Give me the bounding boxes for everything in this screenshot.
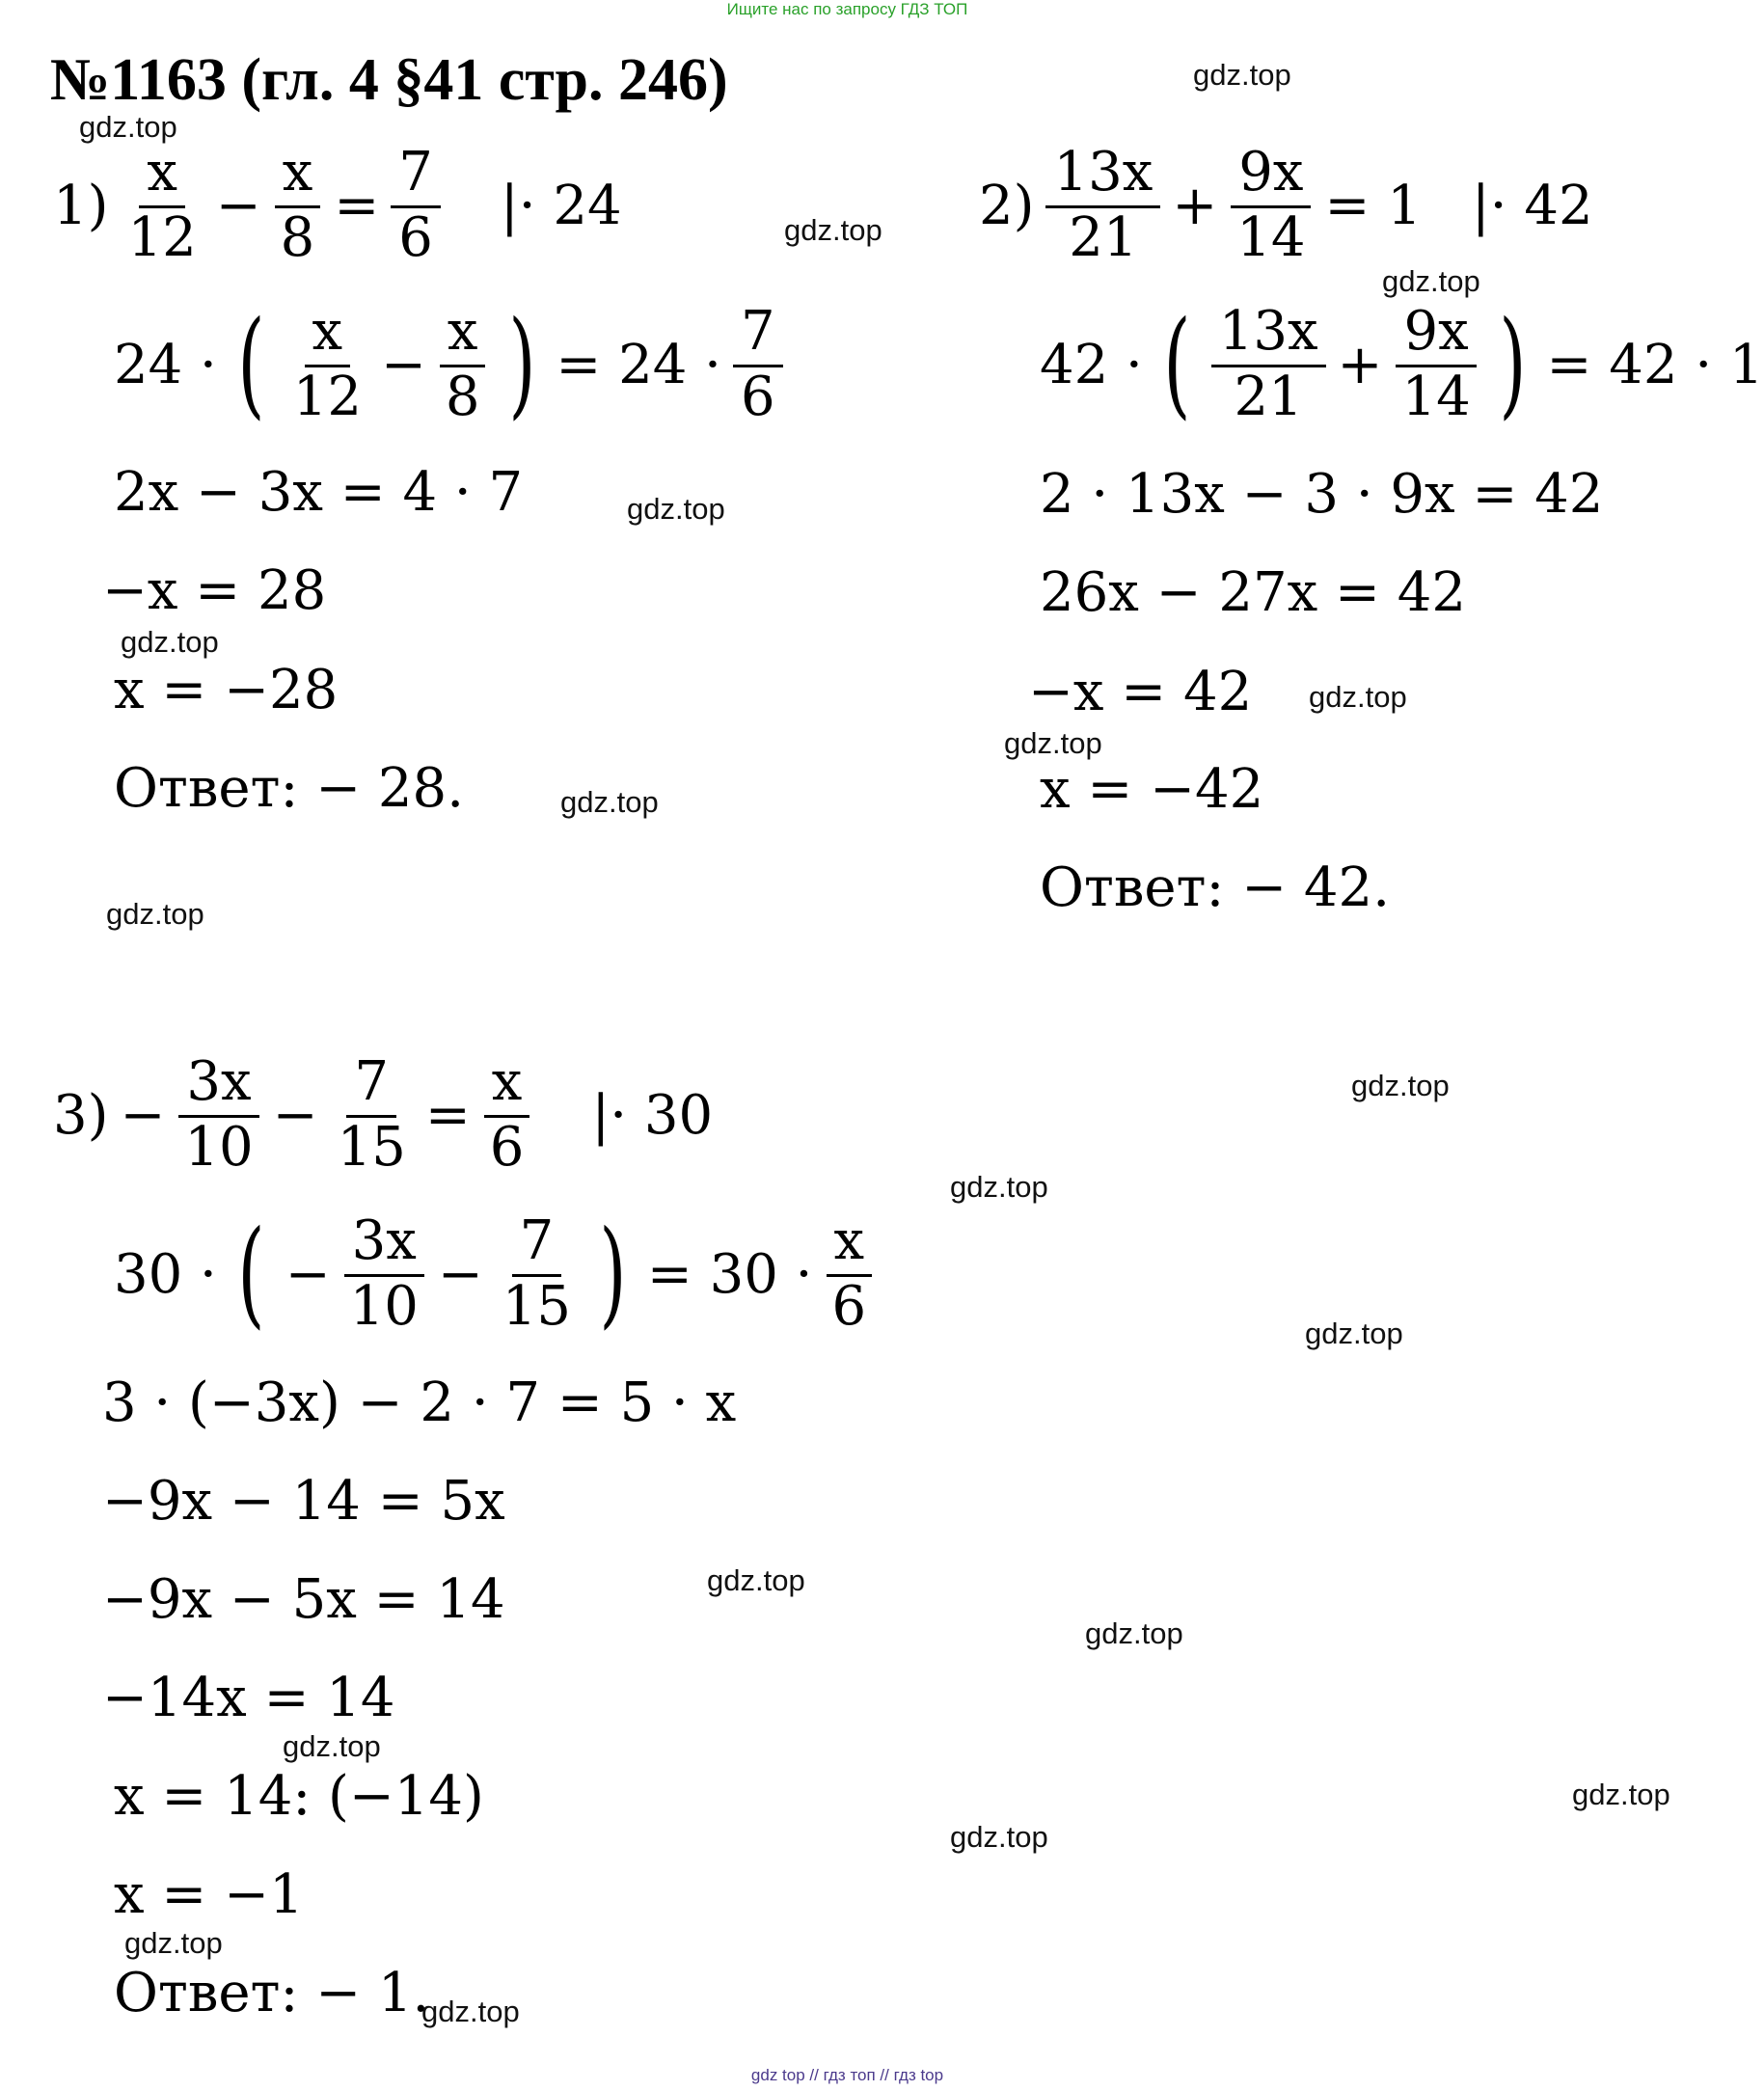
step-text: = 42 · 1 bbox=[1546, 333, 1764, 396]
step-text: 24 · bbox=[114, 333, 217, 396]
numerator: x bbox=[139, 145, 185, 208]
watermark: gdz.top bbox=[283, 1729, 381, 1763]
numerator: 13x bbox=[1211, 304, 1326, 367]
denominator: 6 bbox=[398, 205, 433, 269]
fraction bbox=[342, 1209, 426, 1338]
step-text: 30 · bbox=[114, 1242, 217, 1306]
watermark: gdz.top bbox=[1572, 1778, 1670, 1811]
problem1-label: 1) bbox=[53, 174, 109, 237]
watermark: gdz.top bbox=[1309, 680, 1407, 714]
denominator: 10 bbox=[349, 1274, 419, 1338]
problem3-step2: 3 · (−3x) − 2 · 7 = 5 · x bbox=[102, 1371, 737, 1434]
denominator: 21 bbox=[1234, 365, 1303, 428]
numerator: 7 bbox=[346, 1054, 396, 1118]
problem1-equation bbox=[53, 141, 622, 269]
fraction bbox=[1229, 141, 1313, 269]
problem3-equation bbox=[53, 1050, 714, 1179]
numerator: 3x bbox=[178, 1054, 258, 1118]
denominator: 14 bbox=[1401, 365, 1471, 428]
denominator: 15 bbox=[337, 1115, 406, 1179]
fraction bbox=[273, 141, 323, 269]
problem2-step3: 26x − 27x = 42 bbox=[1040, 561, 1466, 624]
operator: + bbox=[1337, 333, 1383, 396]
fraction bbox=[391, 141, 441, 269]
page-title: №1163 (гл. 4 §41 стр. 246) bbox=[50, 47, 728, 113]
bottom-banner: gdz top // гдз топ // гдз top bbox=[750, 2066, 944, 2084]
problem1-step3: −x = 28 bbox=[102, 559, 327, 622]
problem1-step4: x = −28 bbox=[114, 659, 339, 721]
fraction bbox=[1045, 141, 1160, 269]
problem2-step4: −x = 42 bbox=[1028, 661, 1253, 723]
problem2-equation bbox=[979, 141, 1593, 269]
watermark: gdz.top bbox=[1305, 1317, 1403, 1350]
problem3-step3: −9x − 14 = 5x bbox=[102, 1470, 505, 1533]
right-paren: ) bbox=[507, 297, 535, 432]
watermark: gdz.top bbox=[1382, 264, 1480, 298]
watermark: gdz.top bbox=[784, 213, 882, 247]
fraction bbox=[824, 1209, 874, 1338]
denominator: 6 bbox=[831, 1274, 867, 1338]
problem3-step7: x = −1 bbox=[114, 1863, 304, 1926]
numerator: x bbox=[440, 304, 486, 367]
watermark: gdz.top bbox=[707, 1563, 805, 1597]
problem3-step6: x = 14: (−14) bbox=[114, 1765, 484, 1828]
operator: − bbox=[285, 1242, 331, 1306]
left-paren: ( bbox=[237, 1207, 265, 1342]
denominator: 21 bbox=[1069, 205, 1138, 269]
numerator: x bbox=[827, 1213, 873, 1277]
operator: − bbox=[380, 333, 426, 396]
problem2-step1 bbox=[1040, 297, 1764, 432]
watermark: gdz.top bbox=[560, 785, 659, 819]
watermark: gdz.top bbox=[121, 625, 219, 659]
watermark: gdz.top bbox=[421, 1995, 520, 2028]
fraction bbox=[285, 300, 369, 428]
problem2-step2: 2 · 13x − 3 · 9x = 42 bbox=[1040, 463, 1604, 526]
step-text: = 30 · bbox=[646, 1242, 813, 1306]
denominator: 10 bbox=[184, 1115, 254, 1179]
fraction bbox=[482, 1050, 532, 1179]
watermark: gdz.top bbox=[627, 492, 725, 526]
fraction bbox=[438, 300, 488, 428]
numerator: 3x bbox=[344, 1213, 424, 1277]
operator: = bbox=[334, 174, 380, 237]
problem2-label: 2) bbox=[979, 174, 1035, 237]
problem3-step1 bbox=[114, 1207, 874, 1342]
fraction bbox=[120, 141, 204, 269]
numerator: 7 bbox=[733, 304, 783, 367]
denominator: 15 bbox=[502, 1274, 572, 1338]
operator: − bbox=[120, 1083, 166, 1147]
problem1-answer: Ответ: − 28. bbox=[114, 757, 464, 820]
watermark: gdz.top bbox=[950, 1170, 1048, 1204]
right-paren: ) bbox=[1499, 297, 1527, 432]
problem1-step2: 2x − 3x = 4 · 7 bbox=[114, 461, 524, 524]
operator: = 1 bbox=[1324, 174, 1422, 237]
fraction bbox=[733, 300, 783, 428]
problem3-label: 3) bbox=[53, 1083, 109, 1147]
denominator: 12 bbox=[292, 365, 362, 428]
top-banner: Ищите нас по запросу ГДЗ ТОП bbox=[726, 0, 968, 18]
problem2-answer: Ответ: − 42. bbox=[1040, 856, 1390, 919]
watermark: gdz.top bbox=[79, 110, 177, 144]
numerator: 7 bbox=[391, 145, 441, 208]
problem2-step5: x = −42 bbox=[1040, 758, 1264, 821]
multiplier: |· 30 bbox=[591, 1083, 714, 1147]
right-paren: ) bbox=[599, 1207, 627, 1342]
fraction bbox=[176, 1050, 260, 1179]
operator: − bbox=[215, 174, 261, 237]
denominator: 8 bbox=[445, 365, 480, 428]
step-text: 42 · bbox=[1040, 333, 1143, 396]
problem1-step1 bbox=[114, 297, 783, 432]
numerator: 9x bbox=[1396, 304, 1476, 367]
multiplier: |· 24 bbox=[500, 174, 622, 237]
problem3-step5: −14x = 14 bbox=[102, 1667, 395, 1729]
problem3-answer: Ответ: − 1. bbox=[114, 1962, 430, 2024]
numerator: x bbox=[275, 145, 321, 208]
watermark: gdz.top bbox=[950, 1820, 1048, 1854]
fraction bbox=[495, 1209, 579, 1338]
denominator: 6 bbox=[740, 365, 775, 428]
numerator: x bbox=[305, 304, 351, 367]
fraction bbox=[1211, 300, 1326, 428]
step-text: = 24 · bbox=[556, 333, 721, 396]
watermark: gdz.top bbox=[124, 1926, 223, 1960]
operator: − bbox=[437, 1242, 483, 1306]
left-paren: ( bbox=[1163, 297, 1191, 432]
denominator: 14 bbox=[1236, 205, 1306, 269]
denominator: 8 bbox=[280, 205, 315, 269]
operator: = bbox=[424, 1083, 471, 1147]
fraction bbox=[1394, 300, 1478, 428]
watermark: gdz.top bbox=[106, 897, 204, 931]
watermark: gdz.top bbox=[1085, 1616, 1183, 1650]
watermark: gdz.top bbox=[1351, 1069, 1450, 1102]
fraction bbox=[330, 1050, 414, 1179]
numerator: x bbox=[484, 1054, 530, 1118]
left-paren: ( bbox=[237, 297, 265, 432]
operator: + bbox=[1172, 174, 1218, 237]
watermark: gdz.top bbox=[1004, 726, 1102, 760]
operator: − bbox=[272, 1083, 318, 1147]
denominator: 6 bbox=[489, 1115, 525, 1179]
numerator: 7 bbox=[512, 1213, 562, 1277]
denominator: 12 bbox=[127, 205, 197, 269]
numerator: 13x bbox=[1045, 145, 1160, 208]
problem3-step4: −9x − 5x = 14 bbox=[102, 1568, 505, 1631]
watermark: gdz.top bbox=[1193, 58, 1291, 92]
multiplier: |· 42 bbox=[1471, 174, 1593, 237]
numerator: 9x bbox=[1231, 145, 1311, 208]
